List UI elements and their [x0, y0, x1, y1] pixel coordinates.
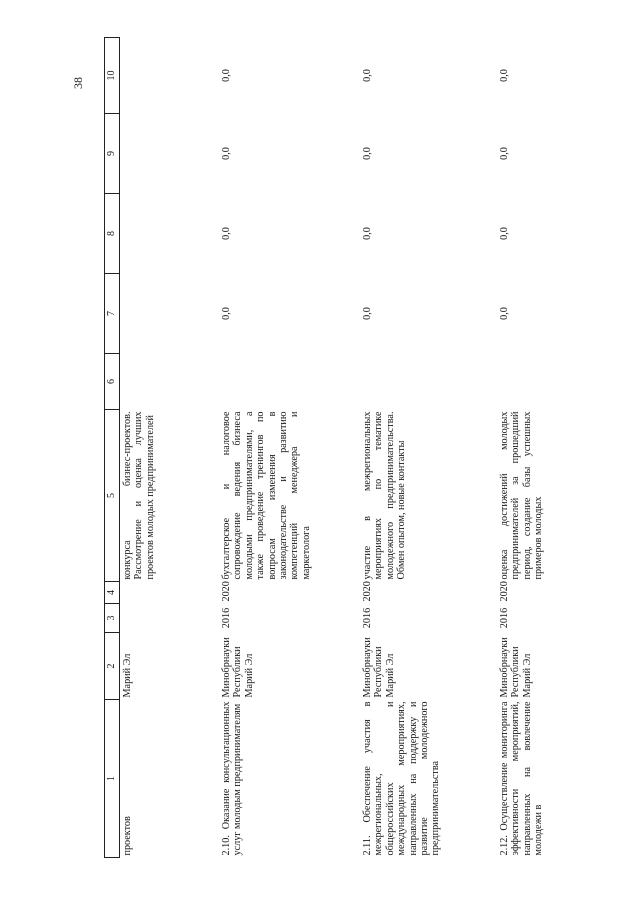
header-row: [105, 38, 120, 858]
col7-cell: 0,0: [499, 307, 510, 320]
column-header: 2: [105, 633, 120, 700]
column-header: 6: [105, 354, 120, 410]
column-header: 7: [105, 274, 120, 354]
executor-cell: Минобрнауки Республики Марий Эл: [362, 637, 396, 698]
start-year-cell: 2016: [221, 607, 232, 629]
end-year-cell: [120, 582, 220, 604]
executor-cell: Минобрнауки Республики Марий Эл: [221, 637, 255, 698]
rotated-table-sheet: [104, 38, 629, 858]
column-header: 1: [105, 700, 120, 858]
col7-cell: 0,0: [221, 307, 232, 320]
start-year-cell: 2016: [499, 607, 510, 629]
column-header: 4: [105, 582, 120, 604]
table-row: [497, 38, 609, 858]
column-header: 9: [105, 114, 120, 194]
col8-cell: 0,0: [362, 227, 373, 240]
measure-cell: 2.12. Осуществление мониторинга эффективности мероприятий, направленных на вовлечение молодежи в: [499, 701, 545, 856]
start-year-cell: 2016: [362, 607, 373, 629]
column-header: 5: [105, 410, 120, 582]
column-header: 3: [105, 604, 120, 633]
executor-cell: Марий Эл: [122, 653, 133, 698]
col6-cell: [360, 354, 497, 410]
table-row: [219, 38, 360, 858]
col9-cell: [120, 114, 220, 194]
col10-cell: [120, 38, 220, 114]
table-row: [120, 38, 220, 858]
col7-cell: 0,0: [362, 307, 373, 320]
col6-cell: [120, 354, 220, 410]
results-cell: бухгалтерское и налоговое сопровождение ведения бизнеса молодыми предпринимателями, а также проведение тренингов по вопросам изменения в законодательстве и развитию компетенций менеджера и маркетолога: [221, 411, 312, 580]
col6-cell: [497, 354, 609, 410]
end-year-cell: 2020: [499, 581, 510, 602]
results-cell: оценка достижений молодых предпринимателей за прошедший период, создание базы успешных примеров молодых: [499, 411, 545, 580]
end-year-cell: 2020: [362, 581, 373, 602]
results-cell: участие в межрегиональных мероприятиях по тематике молодежного предпринимательства. Обмен опытом, новые контакты: [362, 411, 408, 580]
start-year-cell: [120, 604, 220, 633]
col8-cell: [120, 194, 220, 274]
measure-cell: 2.10. Оказание консультационных услуг молодым предпринимателям: [221, 701, 244, 856]
col8-cell: 0,0: [221, 227, 232, 240]
col10-cell: 0,0: [499, 69, 510, 82]
results-cell: конкурса бизнес-проектов. Рассмотрение и оценка лучших проектов молодых предпринимателей: [122, 411, 156, 580]
col8-cell: 0,0: [499, 227, 510, 240]
table-row: [360, 38, 497, 858]
column-header: 8: [105, 194, 120, 274]
col9-cell: 0,0: [221, 147, 232, 160]
page-number: 38: [71, 77, 85, 89]
column-header: 10: [105, 38, 120, 114]
col10-cell: 0,0: [221, 69, 232, 82]
col7-cell: [120, 274, 220, 354]
col9-cell: 0,0: [499, 147, 510, 160]
measure-cell: 2.11. Обеспечение участия в межрегиональных, общероссийских и международных мероприятиях, направленных на поддержку и развитие молодежного предпринимательства: [362, 701, 442, 856]
col6-cell: [219, 354, 360, 410]
measure-cell: проектов: [122, 816, 133, 856]
col10-cell: 0,0: [362, 69, 373, 82]
end-year-cell: 2020: [221, 581, 232, 602]
col9-cell: 0,0: [362, 147, 373, 160]
executor-cell: Минобрнауки Республики Марий Эл: [499, 637, 533, 698]
program-measures-table: [104, 37, 609, 858]
